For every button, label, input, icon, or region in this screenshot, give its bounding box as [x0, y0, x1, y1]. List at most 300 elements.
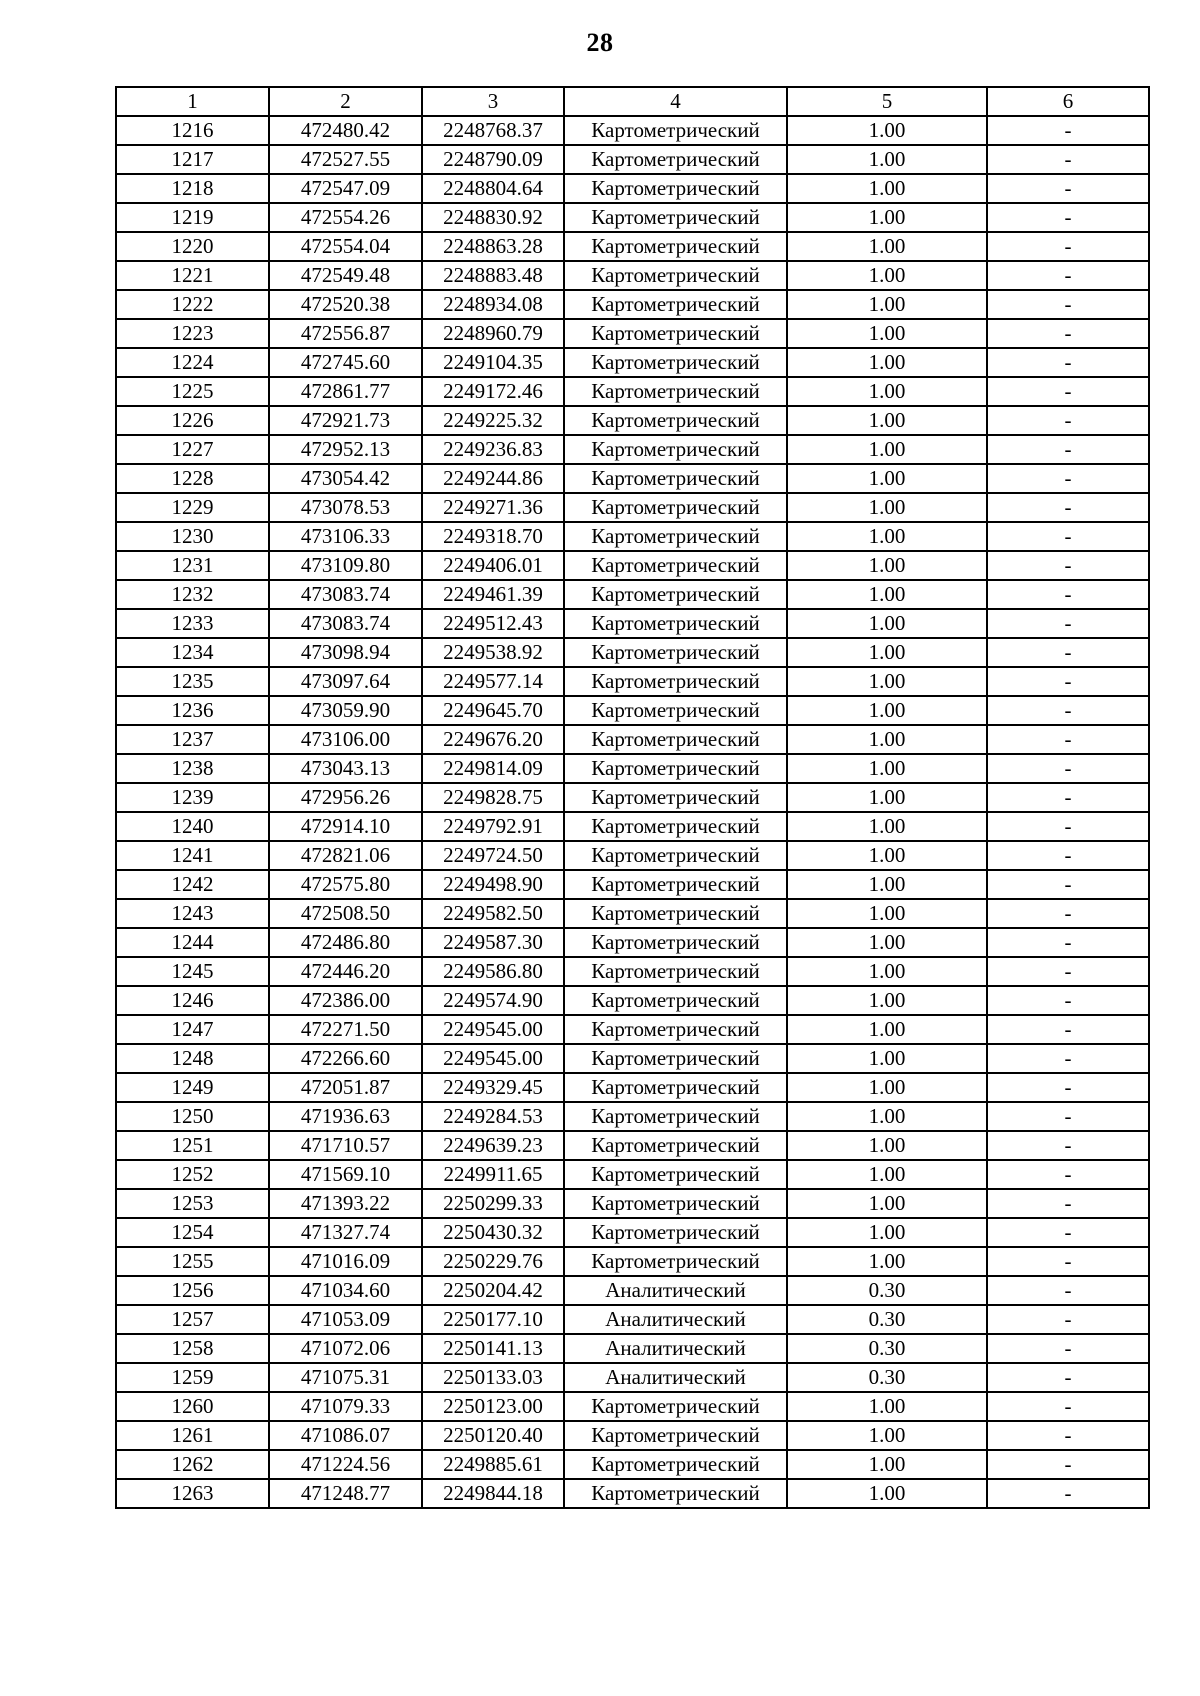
header-cell-6: 6 [987, 87, 1149, 116]
y-coordinate-cell: 2248960.79 [422, 319, 564, 348]
table-row [116, 754, 1149, 783]
description-cell: - [987, 1392, 1149, 1421]
y-coordinate-cell: 2249645.70 [422, 696, 564, 725]
description-cell: - [987, 1044, 1149, 1073]
point-number-cell: 1230 [116, 522, 269, 551]
point-number-cell: 1225 [116, 377, 269, 406]
point-number-cell: 1263 [116, 1479, 269, 1508]
table-row [116, 116, 1149, 145]
y-coordinate-cell: 2249828.75 [422, 783, 564, 812]
x-coordinate-cell: 473106.33 [269, 522, 422, 551]
method-cell: Аналитический [564, 1305, 787, 1334]
description-cell: - [987, 783, 1149, 812]
method-cell: Картометрический [564, 1450, 787, 1479]
point-number-cell: 1244 [116, 928, 269, 957]
accuracy-cell: 1.00 [787, 232, 987, 261]
x-coordinate-cell: 471393.22 [269, 1189, 422, 1218]
accuracy-cell: 1.00 [787, 696, 987, 725]
table-row [116, 638, 1149, 667]
x-coordinate-cell: 472745.60 [269, 348, 422, 377]
table-row [116, 841, 1149, 870]
y-coordinate-cell: 2250204.42 [422, 1276, 564, 1305]
accuracy-cell: 1.00 [787, 812, 987, 841]
accuracy-cell: 1.00 [787, 319, 987, 348]
description-cell: - [987, 1015, 1149, 1044]
x-coordinate-cell: 472271.50 [269, 1015, 422, 1044]
point-number-cell: 1220 [116, 232, 269, 261]
method-cell: Картометрический [564, 609, 787, 638]
x-coordinate-cell: 473097.64 [269, 667, 422, 696]
x-coordinate-cell: 473106.00 [269, 725, 422, 754]
table-row [116, 609, 1149, 638]
method-cell: Картометрический [564, 928, 787, 957]
method-cell: Аналитический [564, 1334, 787, 1363]
table-row [116, 551, 1149, 580]
accuracy-cell: 1.00 [787, 1131, 987, 1160]
method-cell: Картометрический [564, 1102, 787, 1131]
accuracy-cell: 1.00 [787, 725, 987, 754]
y-coordinate-cell: 2248830.92 [422, 203, 564, 232]
x-coordinate-cell: 473109.80 [269, 551, 422, 580]
y-coordinate-cell: 2249498.90 [422, 870, 564, 899]
description-cell: - [987, 551, 1149, 580]
table-row [116, 1479, 1149, 1508]
accuracy-cell: 1.00 [787, 290, 987, 319]
accuracy-cell: 1.00 [787, 1392, 987, 1421]
table-row [116, 667, 1149, 696]
method-cell: Картометрический [564, 667, 787, 696]
accuracy-cell: 1.00 [787, 406, 987, 435]
header-cell-1: 1 [116, 87, 269, 116]
table-row [116, 1218, 1149, 1247]
method-cell: Картометрический [564, 551, 787, 580]
accuracy-cell: 1.00 [787, 493, 987, 522]
description-cell: - [987, 696, 1149, 725]
coordinates-table [115, 86, 1150, 1509]
method-cell: Картометрический [564, 957, 787, 986]
x-coordinate-cell: 473059.90 [269, 696, 422, 725]
method-cell: Картометрический [564, 783, 787, 812]
table-row [116, 261, 1149, 290]
method-cell: Картометрический [564, 812, 787, 841]
method-cell: Картометрический [564, 145, 787, 174]
method-cell: Картометрический [564, 696, 787, 725]
method-cell: Картометрический [564, 203, 787, 232]
x-coordinate-cell: 472549.48 [269, 261, 422, 290]
point-number-cell: 1245 [116, 957, 269, 986]
description-cell: - [987, 174, 1149, 203]
description-cell: - [987, 1305, 1149, 1334]
method-cell: Картометрический [564, 580, 787, 609]
description-cell: - [987, 493, 1149, 522]
table-row [116, 1334, 1149, 1363]
y-coordinate-cell: 2248768.37 [422, 116, 564, 145]
method-cell: Картометрический [564, 1160, 787, 1189]
x-coordinate-cell: 471072.06 [269, 1334, 422, 1363]
description-cell: - [987, 1102, 1149, 1131]
table-row [116, 406, 1149, 435]
method-cell: Картометрический [564, 1479, 787, 1508]
y-coordinate-cell: 2249244.86 [422, 464, 564, 493]
method-cell: Картометрический [564, 1247, 787, 1276]
point-number-cell: 1239 [116, 783, 269, 812]
y-coordinate-cell: 2249318.70 [422, 522, 564, 551]
method-cell: Картометрический [564, 493, 787, 522]
table-row [116, 899, 1149, 928]
x-coordinate-cell: 472051.87 [269, 1073, 422, 1102]
y-coordinate-cell: 2248883.48 [422, 261, 564, 290]
x-coordinate-cell: 473083.74 [269, 609, 422, 638]
table-row [116, 377, 1149, 406]
accuracy-cell: 1.00 [787, 870, 987, 899]
y-coordinate-cell: 2248804.64 [422, 174, 564, 203]
y-coordinate-cell: 2248863.28 [422, 232, 564, 261]
description-cell: - [987, 1479, 1149, 1508]
description-cell: - [987, 464, 1149, 493]
point-number-cell: 1231 [116, 551, 269, 580]
description-cell: - [987, 1160, 1149, 1189]
accuracy-cell: 1.00 [787, 667, 987, 696]
point-number-cell: 1235 [116, 667, 269, 696]
point-number-cell: 1251 [116, 1131, 269, 1160]
y-coordinate-cell: 2249792.91 [422, 812, 564, 841]
accuracy-cell: 1.00 [787, 435, 987, 464]
description-cell: - [987, 1276, 1149, 1305]
description-cell: - [987, 203, 1149, 232]
point-number-cell: 1242 [116, 870, 269, 899]
point-number-cell: 1257 [116, 1305, 269, 1334]
description-cell: - [987, 348, 1149, 377]
x-coordinate-cell: 472480.42 [269, 116, 422, 145]
accuracy-cell: 1.00 [787, 1189, 987, 1218]
y-coordinate-cell: 2250123.00 [422, 1392, 564, 1421]
point-number-cell: 1247 [116, 1015, 269, 1044]
y-coordinate-cell: 2250120.40 [422, 1421, 564, 1450]
table-row [116, 928, 1149, 957]
table-row [116, 783, 1149, 812]
method-cell: Картометрический [564, 1392, 787, 1421]
method-cell: Картометрический [564, 435, 787, 464]
accuracy-cell: 1.00 [787, 754, 987, 783]
point-number-cell: 1243 [116, 899, 269, 928]
y-coordinate-cell: 2249461.39 [422, 580, 564, 609]
x-coordinate-cell: 472956.26 [269, 783, 422, 812]
point-number-cell: 1232 [116, 580, 269, 609]
y-coordinate-cell: 2249586.80 [422, 957, 564, 986]
method-cell: Картометрический [564, 464, 787, 493]
accuracy-cell: 1.00 [787, 1015, 987, 1044]
method-cell: Аналитический [564, 1363, 787, 1392]
method-cell: Картометрический [564, 522, 787, 551]
method-cell: Картометрический [564, 1044, 787, 1073]
x-coordinate-cell: 471079.33 [269, 1392, 422, 1421]
accuracy-cell: 1.00 [787, 986, 987, 1015]
method-cell: Картометрический [564, 638, 787, 667]
accuracy-cell: 1.00 [787, 1160, 987, 1189]
description-cell: - [987, 1334, 1149, 1363]
x-coordinate-cell: 471053.09 [269, 1305, 422, 1334]
description-cell: - [987, 986, 1149, 1015]
y-coordinate-cell: 2249236.83 [422, 435, 564, 464]
description-cell: - [987, 1189, 1149, 1218]
description-cell: - [987, 580, 1149, 609]
description-cell: - [987, 638, 1149, 667]
point-number-cell: 1260 [116, 1392, 269, 1421]
point-number-cell: 1262 [116, 1450, 269, 1479]
header-cell-4: 4 [564, 87, 787, 116]
point-number-cell: 1255 [116, 1247, 269, 1276]
method-cell: Картометрический [564, 116, 787, 145]
table-row [116, 957, 1149, 986]
table-row [116, 1044, 1149, 1073]
point-number-cell: 1246 [116, 986, 269, 1015]
table-row [116, 464, 1149, 493]
method-cell: Картометрический [564, 725, 787, 754]
description-cell: - [987, 261, 1149, 290]
y-coordinate-cell: 2249225.32 [422, 406, 564, 435]
y-coordinate-cell: 2250141.13 [422, 1334, 564, 1363]
description-cell: - [987, 232, 1149, 261]
point-number-cell: 1229 [116, 493, 269, 522]
method-cell: Картометрический [564, 1131, 787, 1160]
x-coordinate-cell: 472861.77 [269, 377, 422, 406]
method-cell: Картометрический [564, 261, 787, 290]
x-coordinate-cell: 471086.07 [269, 1421, 422, 1450]
description-cell: - [987, 522, 1149, 551]
description-cell: - [987, 928, 1149, 957]
point-number-cell: 1233 [116, 609, 269, 638]
method-cell: Картометрический [564, 1421, 787, 1450]
y-coordinate-cell: 2250229.76 [422, 1247, 564, 1276]
description-cell: - [987, 754, 1149, 783]
point-number-cell: 1258 [116, 1334, 269, 1363]
accuracy-cell: 1.00 [787, 580, 987, 609]
accuracy-cell: 1.00 [787, 203, 987, 232]
y-coordinate-cell: 2249724.50 [422, 841, 564, 870]
method-cell: Картометрический [564, 348, 787, 377]
accuracy-cell: 1.00 [787, 1421, 987, 1450]
x-coordinate-cell: 471034.60 [269, 1276, 422, 1305]
description-cell: - [987, 406, 1149, 435]
y-coordinate-cell: 2249271.36 [422, 493, 564, 522]
y-coordinate-cell: 2249512.43 [422, 609, 564, 638]
method-cell: Аналитический [564, 1276, 787, 1305]
accuracy-cell: 1.00 [787, 174, 987, 203]
method-cell: Картометрический [564, 319, 787, 348]
description-cell: - [987, 899, 1149, 928]
point-number-cell: 1248 [116, 1044, 269, 1073]
description-cell: - [987, 870, 1149, 899]
accuracy-cell: 1.00 [787, 609, 987, 638]
x-coordinate-cell: 472386.00 [269, 986, 422, 1015]
x-coordinate-cell: 471075.31 [269, 1363, 422, 1392]
x-coordinate-cell: 472547.09 [269, 174, 422, 203]
x-coordinate-cell: 472486.80 [269, 928, 422, 957]
accuracy-cell: 1.00 [787, 1479, 987, 1508]
y-coordinate-cell: 2249538.92 [422, 638, 564, 667]
accuracy-cell: 1.00 [787, 957, 987, 986]
method-cell: Картометрический [564, 290, 787, 319]
point-number-cell: 1236 [116, 696, 269, 725]
point-number-cell: 1224 [116, 348, 269, 377]
y-coordinate-cell: 2249284.53 [422, 1102, 564, 1131]
x-coordinate-cell: 473043.13 [269, 754, 422, 783]
accuracy-cell: 1.00 [787, 1450, 987, 1479]
method-cell: Картометрический [564, 899, 787, 928]
y-coordinate-cell: 2249406.01 [422, 551, 564, 580]
point-number-cell: 1259 [116, 1363, 269, 1392]
method-cell: Картометрический [564, 841, 787, 870]
x-coordinate-cell: 473083.74 [269, 580, 422, 609]
point-number-cell: 1234 [116, 638, 269, 667]
x-coordinate-cell: 472914.10 [269, 812, 422, 841]
y-coordinate-cell: 2249814.09 [422, 754, 564, 783]
y-coordinate-cell: 2250177.10 [422, 1305, 564, 1334]
y-coordinate-cell: 2249545.00 [422, 1044, 564, 1073]
table-row [116, 1102, 1149, 1131]
point-number-cell: 1216 [116, 116, 269, 145]
point-number-cell: 1226 [116, 406, 269, 435]
description-cell: - [987, 957, 1149, 986]
point-number-cell: 1223 [116, 319, 269, 348]
accuracy-cell: 1.00 [787, 1044, 987, 1073]
table-row [116, 174, 1149, 203]
description-cell: - [987, 377, 1149, 406]
description-cell: - [987, 145, 1149, 174]
table-row [116, 1421, 1149, 1450]
x-coordinate-cell: 472952.13 [269, 435, 422, 464]
accuracy-cell: 1.00 [787, 1247, 987, 1276]
description-cell: - [987, 435, 1149, 464]
method-cell: Картометрический [564, 406, 787, 435]
table-row [116, 290, 1149, 319]
table-row [116, 319, 1149, 348]
table-row [116, 1305, 1149, 1334]
description-cell: - [987, 725, 1149, 754]
table-row [116, 1131, 1149, 1160]
x-coordinate-cell: 471936.63 [269, 1102, 422, 1131]
point-number-cell: 1218 [116, 174, 269, 203]
x-coordinate-cell: 472508.50 [269, 899, 422, 928]
point-number-cell: 1241 [116, 841, 269, 870]
x-coordinate-cell: 471710.57 [269, 1131, 422, 1160]
y-coordinate-cell: 2248934.08 [422, 290, 564, 319]
method-cell: Картометрический [564, 754, 787, 783]
description-cell: - [987, 319, 1149, 348]
x-coordinate-cell: 473078.53 [269, 493, 422, 522]
accuracy-cell: 1.00 [787, 783, 987, 812]
point-number-cell: 1254 [116, 1218, 269, 1247]
table-row [116, 1160, 1149, 1189]
accuracy-cell: 1.00 [787, 116, 987, 145]
method-cell: Картометрический [564, 232, 787, 261]
description-cell: - [987, 1450, 1149, 1479]
accuracy-cell: 1.00 [787, 638, 987, 667]
table-row [116, 493, 1149, 522]
accuracy-cell: 0.30 [787, 1363, 987, 1392]
table-row [116, 348, 1149, 377]
x-coordinate-cell: 472554.26 [269, 203, 422, 232]
point-number-cell: 1227 [116, 435, 269, 464]
y-coordinate-cell: 2249104.35 [422, 348, 564, 377]
table-row [116, 696, 1149, 725]
method-cell: Картометрический [564, 1015, 787, 1044]
method-cell: Картометрический [564, 377, 787, 406]
accuracy-cell: 1.00 [787, 145, 987, 174]
header-cell-3: 3 [422, 87, 564, 116]
table-row [116, 1363, 1149, 1392]
point-number-cell: 1237 [116, 725, 269, 754]
accuracy-cell: 1.00 [787, 261, 987, 290]
table-row [116, 1450, 1149, 1479]
table-header [116, 87, 1149, 116]
table-row [116, 870, 1149, 899]
y-coordinate-cell: 2250299.33 [422, 1189, 564, 1218]
accuracy-cell: 1.00 [787, 551, 987, 580]
point-number-cell: 1219 [116, 203, 269, 232]
y-coordinate-cell: 2249885.61 [422, 1450, 564, 1479]
accuracy-cell: 1.00 [787, 1218, 987, 1247]
accuracy-cell: 1.00 [787, 464, 987, 493]
x-coordinate-cell: 472575.80 [269, 870, 422, 899]
x-coordinate-cell: 472556.87 [269, 319, 422, 348]
method-cell: Картометрический [564, 1218, 787, 1247]
page-number: 28 [586, 28, 614, 57]
point-number-cell: 1250 [116, 1102, 269, 1131]
description-cell: - [987, 609, 1149, 638]
point-number-cell: 1252 [116, 1160, 269, 1189]
x-coordinate-cell: 471327.74 [269, 1218, 422, 1247]
y-coordinate-cell: 2249587.30 [422, 928, 564, 957]
x-coordinate-cell: 471569.10 [269, 1160, 422, 1189]
accuracy-cell: 0.30 [787, 1334, 987, 1363]
table-row [116, 145, 1149, 174]
table-row [116, 435, 1149, 464]
description-cell: - [987, 116, 1149, 145]
method-cell: Картометрический [564, 870, 787, 899]
description-cell: - [987, 667, 1149, 696]
point-number-cell: 1217 [116, 145, 269, 174]
description-cell: - [987, 812, 1149, 841]
table-row [116, 1392, 1149, 1421]
accuracy-cell: 0.30 [787, 1305, 987, 1334]
method-cell: Картометрический [564, 986, 787, 1015]
table-row [116, 812, 1149, 841]
accuracy-cell: 1.00 [787, 928, 987, 957]
table-row [116, 232, 1149, 261]
accuracy-cell: 1.00 [787, 1073, 987, 1102]
y-coordinate-cell: 2249676.20 [422, 725, 564, 754]
description-cell: - [987, 1131, 1149, 1160]
accuracy-cell: 1.00 [787, 1102, 987, 1131]
method-cell: Картометрический [564, 1073, 787, 1102]
accuracy-cell: 0.30 [787, 1276, 987, 1305]
description-cell: - [987, 1421, 1149, 1450]
table-row [116, 580, 1149, 609]
description-cell: - [987, 1073, 1149, 1102]
description-cell: - [987, 841, 1149, 870]
accuracy-cell: 1.00 [787, 899, 987, 928]
header-row [116, 87, 1149, 116]
x-coordinate-cell: 472921.73 [269, 406, 422, 435]
accuracy-cell: 1.00 [787, 841, 987, 870]
y-coordinate-cell: 2250430.32 [422, 1218, 564, 1247]
description-cell: - [987, 290, 1149, 319]
y-coordinate-cell: 2249574.90 [422, 986, 564, 1015]
x-coordinate-cell: 472446.20 [269, 957, 422, 986]
table-body [116, 116, 1149, 1508]
table-row [116, 1276, 1149, 1305]
